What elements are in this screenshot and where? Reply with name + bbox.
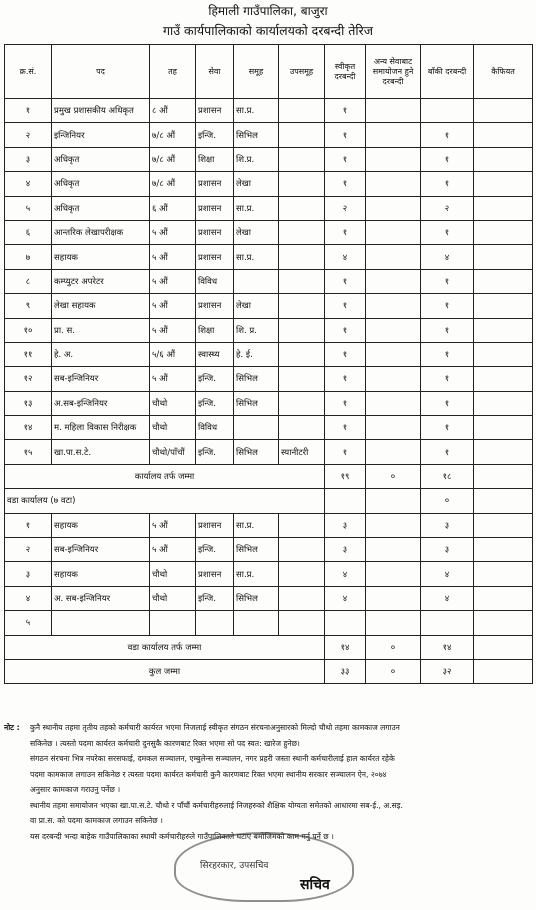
table-cell: शिक्षा (196, 147, 234, 171)
table-cell: १५ (5, 440, 52, 464)
table-row (5, 513, 533, 537)
table-cell: इन्जि. (196, 367, 234, 391)
table-cell (279, 172, 325, 196)
table-cell: इन्जि. (196, 123, 234, 147)
table-cell: १ (325, 172, 366, 196)
table-cell: सिभिल (234, 586, 279, 610)
col-header: बाँकी दरबन्दी (421, 45, 474, 99)
table-cell: सहायक (52, 245, 150, 269)
table-row (5, 538, 533, 562)
table-cell: सहायक (52, 513, 150, 537)
table-cell (474, 513, 533, 537)
table-cell (279, 196, 325, 220)
table-cell: १ (421, 294, 474, 318)
empty-cell (366, 489, 421, 513)
table-cell (325, 611, 366, 635)
col-header: समूह (234, 45, 279, 99)
table-cell: १ (325, 220, 366, 244)
col-header: पद (52, 45, 150, 99)
note-line: पदमा कामकाज लगाउन सकिनेछ र त्यस्ता पदमा कार्यरत कर्मचारी कुनै कारणबाट रिक्त भएमा स्थानीय सरकार सञ्चालन ऐन, २०७४ (30, 769, 387, 779)
table-cell (234, 611, 279, 635)
table-cell (279, 147, 325, 171)
table-cell: ३ (421, 513, 474, 537)
table-cell (474, 220, 533, 244)
col-header: उपसमूह (279, 45, 325, 99)
table-cell: प्रमुख प्रशासकीय अधिकृत (52, 99, 150, 123)
table-cell: ३ (421, 538, 474, 562)
table-cell: १ (325, 416, 366, 440)
table-cell (196, 611, 234, 635)
table-cell (279, 294, 325, 318)
table-cell (279, 245, 325, 269)
table-row (5, 367, 533, 391)
table-row (5, 99, 533, 123)
table-cell: चौथो/पाँचौं (150, 440, 196, 464)
table-cell: अ. सब-इन्जिनियर (52, 586, 150, 610)
table-cell (366, 391, 421, 415)
table-cell (52, 611, 150, 635)
table-cell (234, 416, 279, 440)
table-cell: ७/८ औं (150, 147, 196, 171)
table-cell (474, 611, 533, 635)
table-cell: १२ (5, 367, 52, 391)
table-row (5, 294, 533, 318)
subtotal-remaining: १४ (421, 635, 474, 659)
table-cell: सिभिल (234, 391, 279, 415)
table-cell: शिक्षा (196, 318, 234, 342)
table-cell: इन्जि. (196, 586, 234, 610)
table-cell (366, 245, 421, 269)
table-cell: १ (421, 367, 474, 391)
table-cell (474, 318, 533, 342)
grand-total-adjusted: ० (366, 659, 421, 683)
table-cell (279, 513, 325, 537)
table-cell: १ (421, 440, 474, 464)
table-cell (366, 611, 421, 635)
table-cell: ७/८ औं (150, 172, 196, 196)
grand-total-row (5, 659, 533, 683)
table-cell (150, 611, 196, 635)
table-cell: सिभिल (234, 367, 279, 391)
table-cell: ३ (325, 513, 366, 537)
table-cell: ५ औं (150, 538, 196, 562)
table-cell: प्रशासन (196, 99, 234, 123)
table-cell (279, 220, 325, 244)
table-row (5, 611, 533, 635)
table-cell: कम्प्युटर अपरेटर (52, 269, 150, 293)
table-cell: हे. ई. (234, 342, 279, 366)
table-cell: ७/८ औं (150, 123, 196, 147)
table-cell: १ (421, 147, 474, 171)
table-cell: १ (421, 416, 474, 440)
table-row (5, 196, 533, 220)
ward-heading-row (5, 489, 533, 513)
table-cell: ४ (325, 562, 366, 586)
table-cell: ५ औं (150, 513, 196, 537)
table-header-row (5, 45, 533, 99)
table-cell: ४ (421, 562, 474, 586)
table-cell (279, 562, 325, 586)
table-cell: ३ (5, 147, 52, 171)
table-cell: २ (5, 538, 52, 562)
table-row (5, 586, 533, 610)
empty-cell (325, 489, 366, 513)
table-cell: चौथो (150, 562, 196, 586)
table-cell: ४ (325, 245, 366, 269)
col-header: कैफियत (474, 45, 533, 99)
table-cell: सा.प्र. (234, 99, 279, 123)
table-cell (474, 538, 533, 562)
table-cell: इन्जि. (196, 538, 234, 562)
table-cell (279, 391, 325, 415)
subtotal-approved: १९ (325, 464, 366, 488)
table-cell (279, 123, 325, 147)
table-cell: १ (325, 367, 366, 391)
table-cell: १ (421, 220, 474, 244)
table-row (5, 391, 533, 415)
staffing-table (4, 44, 533, 684)
table-cell: १ (325, 440, 366, 464)
notes-label: नोट : (4, 723, 20, 732)
table-cell: प्रशासन (196, 562, 234, 586)
table-cell: ५ औं (150, 220, 196, 244)
table-row (5, 245, 533, 269)
note-line: स्थानीय तहमा समायोजन भएका खा.पा.स.टे. चौथो र पाँचौं कर्मचारीहरुलाई निजहरुको शैक्षिक योग्यता समेतको आधारमा सब-ई., अ.सइ. (30, 800, 403, 810)
table-cell: सहायक (52, 562, 150, 586)
table-cell: १३ (5, 391, 52, 415)
table-cell (279, 342, 325, 366)
col-header: तह (150, 45, 196, 99)
table-cell: इन्जि. (196, 391, 234, 415)
table-cell (421, 99, 474, 123)
table-cell: १ (325, 391, 366, 415)
table-cell: सा.प्र. (234, 245, 279, 269)
empty-cell (474, 659, 533, 683)
table-cell: २ (325, 196, 366, 220)
table-cell (366, 269, 421, 293)
grand-total-label: कुल जम्मा (5, 659, 325, 683)
table-cell (474, 416, 533, 440)
table-cell: ४ (421, 586, 474, 610)
table-cell: १ (5, 99, 52, 123)
table-cell: ५ (5, 196, 52, 220)
table-cell (234, 269, 279, 293)
table-cell (366, 538, 421, 562)
table-cell: सा.प्र. (234, 562, 279, 586)
notes-section (4, 720, 530, 844)
table-cell (279, 611, 325, 635)
table-row (5, 562, 533, 586)
table-row (5, 440, 533, 464)
table-cell: १ (421, 342, 474, 366)
table-cell (474, 147, 533, 171)
table-cell (279, 586, 325, 610)
table-cell: ४ (5, 586, 52, 610)
table-cell (366, 367, 421, 391)
table-cell: ४ (5, 172, 52, 196)
document-title: गाउँ कार्यपालिकाको कार्यालयको दरबन्दी तेरिज (162, 23, 374, 38)
table-cell: ५ औं (150, 367, 196, 391)
table-cell: २ (421, 196, 474, 220)
table-cell (279, 99, 325, 123)
table-cell: अधिकृत (52, 196, 150, 220)
table-cell (279, 318, 325, 342)
table-cell: लेखा (234, 220, 279, 244)
table-cell: चौथो (150, 391, 196, 415)
table-cell (474, 245, 533, 269)
col-header: सेवा (196, 45, 234, 99)
subtotal-approved: १४ (325, 635, 366, 659)
table-cell: प्रशासन (196, 220, 234, 244)
table-cell: १ (325, 294, 366, 318)
table-cell: सिभिल (234, 440, 279, 464)
table-cell: अ.सब-इन्जिनियर (52, 391, 150, 415)
table-cell: शि.प्र. (234, 147, 279, 171)
table-cell: १ (325, 99, 366, 123)
subtotal-adjusted: ० (366, 635, 421, 659)
table-cell: सब-इन्जिनियर (52, 538, 150, 562)
ward-heading-remaining: ० (421, 489, 474, 513)
table-cell: प्रशासन (196, 294, 234, 318)
table-row (5, 172, 533, 196)
table-cell (366, 172, 421, 196)
table-cell: इन्जि. (196, 440, 234, 464)
table-cell (474, 99, 533, 123)
table-cell: ११ (5, 342, 52, 366)
table-row (5, 123, 533, 147)
table-cell: ८ औं (150, 99, 196, 123)
table-cell: १ (421, 123, 474, 147)
grand-total-approved: ३३ (325, 659, 366, 683)
table-cell: लेखा (234, 294, 279, 318)
table-cell: १ (421, 172, 474, 196)
table-cell (366, 99, 421, 123)
table-cell: ३ (325, 538, 366, 562)
office-subtotal-row (5, 464, 533, 488)
table-cell (366, 220, 421, 244)
table-cell: स्वास्थ्य (196, 342, 234, 366)
table-cell: प्रशासन (196, 172, 234, 196)
table-cell (279, 367, 325, 391)
table-cell: ६ (5, 220, 52, 244)
table-row (5, 416, 533, 440)
table-cell (279, 538, 325, 562)
table-cell: अधिकृत (52, 147, 150, 171)
table-cell (366, 147, 421, 171)
table-cell: ५ (5, 611, 52, 635)
table-cell: ५ औं (150, 318, 196, 342)
note-line: सकिनेछ । त्यस्तो पदमा कार्यरत कर्मचारी दुनसुकै कारणबाट रिक्त भएमा सो पद स्वत: खारेज हुनेछ। (30, 738, 300, 748)
table-cell: ८ (5, 269, 52, 293)
table-cell (474, 391, 533, 415)
table-cell (366, 416, 421, 440)
subtotal-label: कार्यालय तर्फ जम्मा (5, 464, 325, 488)
table-cell (366, 342, 421, 366)
table-cell: ६ औं (150, 196, 196, 220)
stamp-text: सिरहरकार, उपसचिव (200, 861, 269, 871)
table-cell: चौथो (150, 416, 196, 440)
table-cell: ९ (5, 294, 52, 318)
table-cell (474, 269, 533, 293)
table-cell: ४ (421, 245, 474, 269)
table-cell: इन्जिनियर (52, 123, 150, 147)
table-cell: ४ (325, 586, 366, 610)
table-cell (474, 440, 533, 464)
table-cell: सिभिल (234, 538, 279, 562)
table-cell: ५ औं (150, 269, 196, 293)
table-cell: विविध (196, 269, 234, 293)
table-cell: चौथो (150, 586, 196, 610)
subtotal-adjusted: ० (366, 464, 421, 488)
table-cell: १ (5, 513, 52, 537)
table-cell (474, 294, 533, 318)
table-cell: ७ (5, 245, 52, 269)
table-cell: प्रशासन (196, 196, 234, 220)
table-row (5, 220, 533, 244)
table-cell: लेखा (234, 172, 279, 196)
ward-heading: वडा कार्यालय (७ वटा) (5, 489, 325, 513)
municipality-title: हिमाली गाउँपालिका, बाजुरा (208, 4, 328, 18)
table-cell: प्रशासन (196, 245, 234, 269)
secretary-signature: सचिव (300, 877, 330, 893)
table-cell (366, 318, 421, 342)
table-cell: सिभिल (234, 123, 279, 147)
note-line: वा प्रा.स. को पदमा कामकाज लगाउन सकिनेछ । (30, 816, 163, 825)
table-cell: १ (325, 123, 366, 147)
table-cell (474, 367, 533, 391)
table-cell (474, 123, 533, 147)
subtotal-label: वडा कार्यालय तर्फ जम्मा (5, 635, 325, 659)
table-cell (474, 342, 533, 366)
table-cell: ५ औं (150, 245, 196, 269)
table-cell: १४ (5, 416, 52, 440)
empty-cell (474, 635, 533, 659)
table-cell: सा.प्र. (234, 196, 279, 220)
table-cell (474, 586, 533, 610)
ward-subtotal-row (5, 635, 533, 659)
note-line: कुनै स्थानीय तहमा तृतीय तहको कर्मचारी कार्यरत भएमा निजलाई स्वीकृत संगठन संरचनाअनुसारको मिल्दो चौथो तहमा कामकाज लगाउन (30, 723, 400, 732)
table-cell: १० (5, 318, 52, 342)
table-cell: ३ (5, 562, 52, 586)
grand-total-remaining: ३२ (421, 659, 474, 683)
table-cell: अधिकृत (52, 172, 150, 196)
subtotal-remaining: १८ (421, 464, 474, 488)
table-cell: खा.पा.स.टे. (52, 440, 150, 464)
table-row (5, 318, 533, 342)
table-cell (366, 513, 421, 537)
table-cell (279, 269, 325, 293)
table-row (5, 269, 533, 293)
table-cell: सब-इन्जिनियर (52, 367, 150, 391)
table-cell: आन्तरिक लेखापरीक्षक (52, 220, 150, 244)
table-cell: स्यानीटरी (279, 440, 325, 464)
col-header: अन्य सेवाबाट समायोजन हुने दरबन्दी (366, 45, 421, 99)
table-cell (474, 172, 533, 196)
table-cell: ५ औं (150, 294, 196, 318)
table-cell: सा.प्र. (234, 513, 279, 537)
table-cell: १ (325, 269, 366, 293)
table-row (5, 147, 533, 171)
table-cell (474, 562, 533, 586)
table-cell (474, 196, 533, 220)
table-cell: लेखा सहायक (52, 294, 150, 318)
table-cell: १ (325, 147, 366, 171)
table-cell: १ (421, 391, 474, 415)
table-cell: १ (421, 318, 474, 342)
table-row (5, 342, 533, 366)
table-cell: विविध (196, 416, 234, 440)
note-line: यस दरबन्दी भन्दा बाहेक गाउँपालिकाका स्थायी कर्मचारीहरुले गाउँपालिकाले घटाए बमोजिमको काम गर्नु पर्ने छ । (30, 831, 334, 841)
table-cell (366, 562, 421, 586)
table-cell: हे. अ. (52, 342, 150, 366)
table-cell: १ (325, 342, 366, 366)
table-cell (366, 586, 421, 610)
table-cell: २ (5, 123, 52, 147)
table-cell (279, 416, 325, 440)
table-cell (366, 196, 421, 220)
table-cell (366, 123, 421, 147)
empty-cell (474, 464, 533, 488)
table-cell (366, 294, 421, 318)
table-cell (421, 611, 474, 635)
table-cell (366, 440, 421, 464)
empty-cell (474, 489, 533, 513)
note-line: अनुसार कामकाज गराउनु पर्नेछ । (30, 785, 121, 794)
table-cell: म. महिला विकास निरीक्षक (52, 416, 150, 440)
table-cell: प्रशासन (196, 513, 234, 537)
table-cell: १ (421, 269, 474, 293)
note-line: संगठन संरचना भित्र नपरेका सरसफाई, दमकल सञ्चालन, एम्बुलेन्स सञ्चालन, नगर प्रहरी जस्ता स्थानी कर्मचारीलाई हाल कार्यरत रहेके (30, 754, 395, 763)
col-header: क्र.सं. (5, 45, 52, 99)
table-cell: शि. प्र. (234, 318, 279, 342)
col-header: स्वीकृत दरबन्दी (325, 45, 366, 99)
table-cell: ५/६ औं (150, 342, 196, 366)
table-cell: प्रा. स. (52, 318, 150, 342)
table-cell: १ (325, 318, 366, 342)
